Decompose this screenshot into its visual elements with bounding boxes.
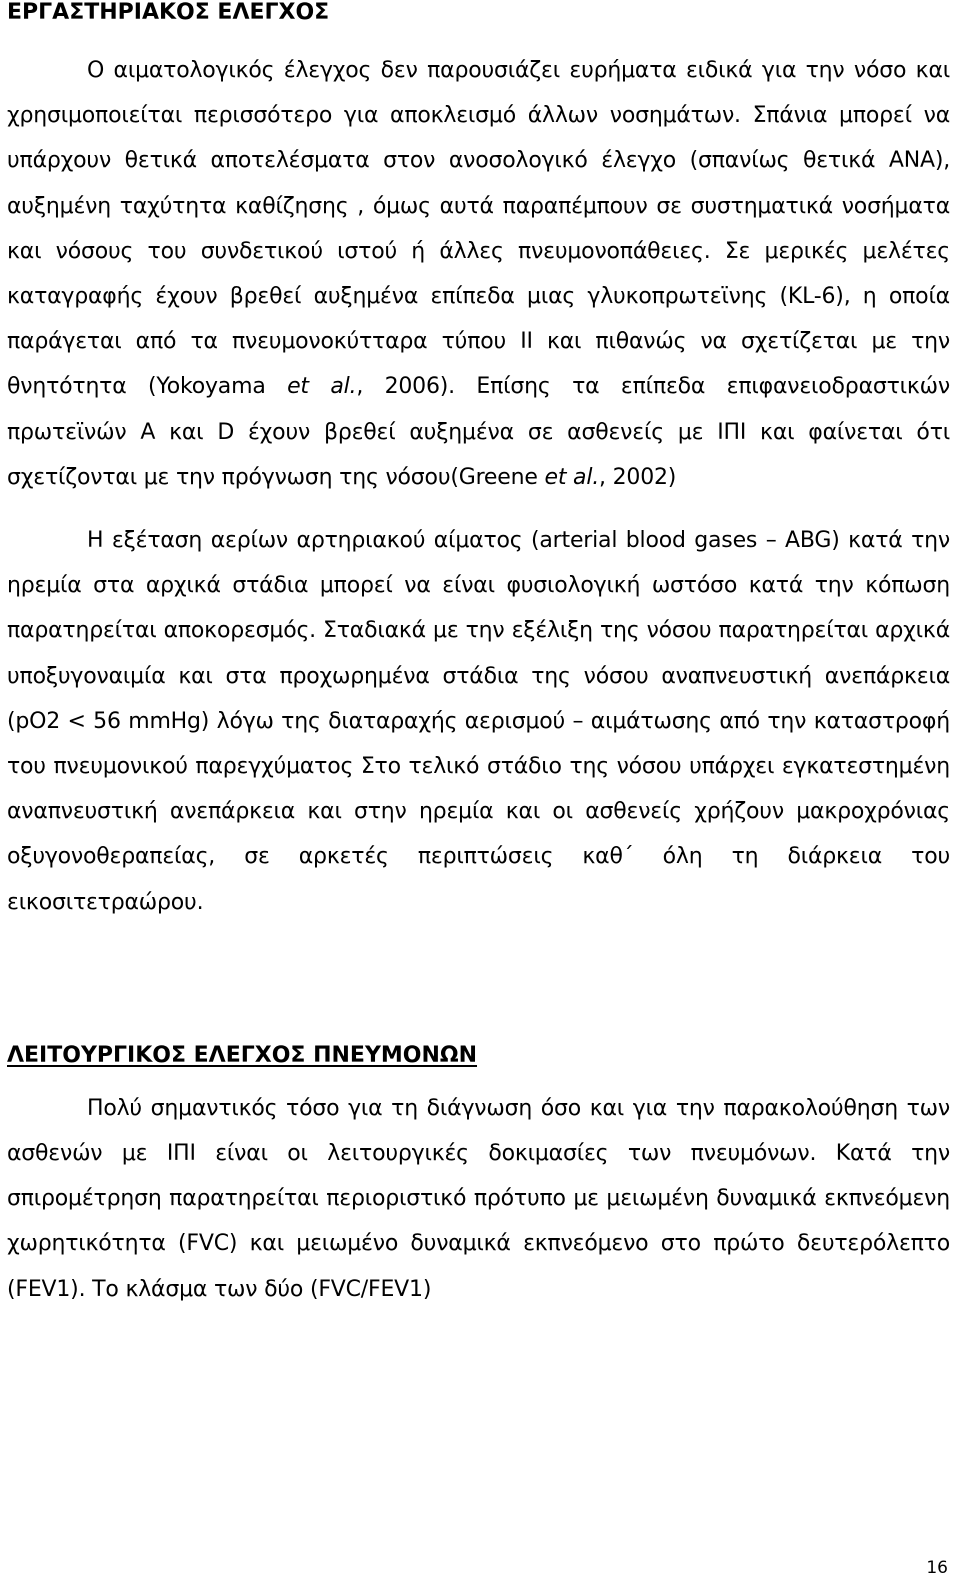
document-page <box>7 0 950 1312</box>
citation-et-al: et al. <box>287 374 357 400</box>
paragraph-text: , 2002) <box>599 464 677 490</box>
page-number: 16 <box>926 1558 948 1578</box>
section-heading-laboratory: ΕΡΓΑΣΤΗΡΙΑΚΟΣ ΕΛΕΓΧΟΣ <box>7 0 330 25</box>
paragraph-laboratory-findings <box>7 48 950 500</box>
citation-et-al: et al. <box>544 464 600 490</box>
paragraph-blood-gases: Η εξέταση αερίων αρτηριακού αίματος (arterial blood gases – ABG) κατά την ηρεμία στα αρχικά στάδια μπορεί να είναι φυσιολογική ωστόσο κατά την κόπωση παρατηρείται αποκορεσμός. Σταδιακά με την εξέλιξη της νόσου παρατηρείται αρχικά υποξυγοναιμία και στα προχωρημένα στάδια της νόσου αναπνευστική ανεπάρκεια (pO2 < 56 mmHg) λόγω της διαταραχής αερισμού – αιμάτωσης από την καταστροφή του πνευμονικού παρεγχύματος Στο τελικό στάδιο της νόσου υπάρχει εγκατεστημένη αναπνευστική ανεπάρκεια και στην ηρεμία και οι ασθενείς χρήζουν μακροχρόνιας οξυγονοθεραπείας, σε αρκετές περιπτώσεις καθ΄ όλη τη διάρκεια του εικοσιτετραώρου. <box>7 528 950 915</box>
paragraph-text: , 2006). Επίσης τα επίπεδα επιφανειοδραστικών πρωτεϊνών Α και D έχουν βρεθεί αυξημένα σε ασθενείς με ΙΠΙ και φαίνεται ότι σχετίζονται με την πρόγνωση της νόσου(Greene <box>7 374 950 490</box>
section-heading-lung-function: ΛΕΙΤΟΥΡΓΙΚΟΣ ΕΛΕΓΧΟΣ ΠΝΕΥΜΟΝΩΝ <box>7 1042 478 1068</box>
paragraph-text: Ο αιματολογικός έλεγχος δεν παρουσιάζει ευρήματα ειδικά για την νόσο και χρησιμοποιείται περισσότερο για αποκλεισμό άλλων νοσημάτων. Σπάνια μπορεί να υπάρχουν θετικά αποτελέσματα στον ανοσολογικό έλεγχο (σπανίως θετικά ΑΝΑ), αυξημένη ταχύτητα καθίζησης , όμως αυτά παραπέμπουν σε συστηματικά νοσήματα και νόσους του συνδετικού ιστού ή άλλες πνευμονοπάθειες. Σε μερικές μελέτες καταγραφής έχουν βρεθεί αυξημένα επίπεδα μιας γλυκοπρωτεϊνης (KL-6), η οποία παράγεται από τα πνευμονοκύτταρα τύπου ΙΙ και πιθανώς να σχετίζεται με την θνητότητα (Yokoyama <box>7 58 950 400</box>
paragraph-lung-function: Πολύ σημαντικός τόσο για τη διάγνωση όσο και για την παρακολούθηση των ασθενών με ΙΠΙ είναι οι λειτουργικές δοκιμασίες των πνευμόνων. Κατά την σπιρομέτρηση παρατηρείται περιοριστικό πρότυπο με μειωμένη δυναμικά εκπνεόμενη χωρητικότητα (FVC) και μειωμένο δυναμικά εκπνεόμενο στο πρώτο δευτερόλεπτο (FEV1). Το κλάσμα των δύο (FVC/FEV1) <box>7 1095 950 1302</box>
